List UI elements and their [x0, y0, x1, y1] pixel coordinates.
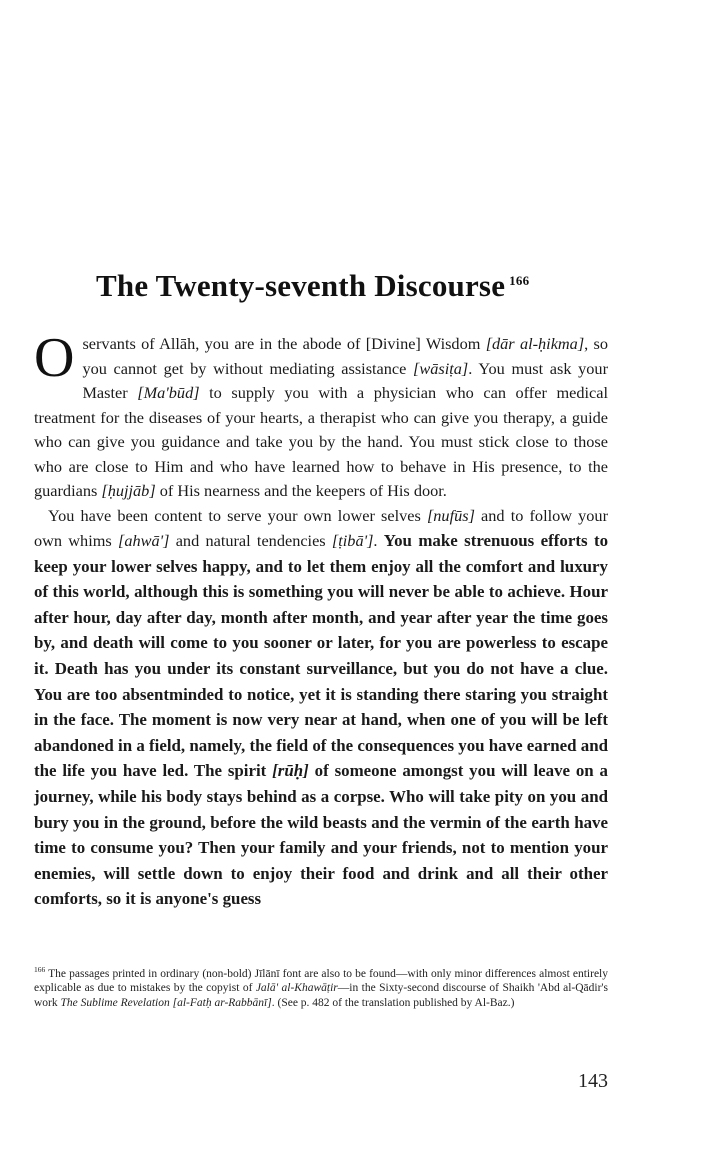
footnote-166: [34, 963, 608, 1011]
p1-term-hujjab: [ḥujjāb]: [101, 481, 156, 500]
p1-text-3: . You must ask your Master: [82, 358, 608, 402]
discourse-title-text: The Twenty-seventh Discourse: [96, 268, 506, 303]
p1-text-1: servants of Allāh, you are in the abode of [Divine] Wisdom: [82, 334, 486, 353]
p1-text-2: , so you cannot get by without mediating assistance: [82, 334, 609, 378]
p2-term-ruh: [rūḥ]: [272, 761, 309, 781]
p2-term-nufus: [nufūs]: [426, 505, 475, 525]
p2-text-1: You have been content to serve your own lower selves: [48, 505, 427, 525]
p2-text-4: .: [373, 531, 384, 550]
footnote-reference: 166: [509, 272, 530, 288]
footnote-title-jala: Jalā' al-Khawāṭir: [255, 982, 338, 995]
p2-term-tiba: [ṭibā']: [331, 531, 374, 550]
p1-term-dar-al-hikma: [dār al-ḥikma]: [485, 334, 585, 353]
p1-text-5: of His nearness and the keepers of His door.: [155, 481, 447, 500]
discourse-title: [96, 268, 529, 304]
p2-bold-text-1: You make strenuous efforts to keep your lower selves happy, and to let them enjoy all the comfort and luxury of this world, although this is something you will never be able to achieve. Hour after hour, day after day, month after month, and year after year the time goes by, and death will come to you sooner or later, for you are powerless to escape it. Death has you under its constant surveillance, but you do not have a clue. You are too absentminded to notice, yet it is standing there staring you straight in the face. The moment is now very near at hand, when one of you will be left abandoned in a field, namely, the field of the consequences you have earned and the life you have led. The spirit: [34, 531, 609, 781]
p2-text-3: and natural tendencies: [169, 531, 332, 550]
paragraph-1: [34, 327, 609, 504]
paragraph-2: [34, 504, 608, 912]
footnote-text-3: . (See p. 482 of the translation published by Al-Baz.): [271, 997, 515, 1010]
p1-term-mabud: [Ma'būd]: [137, 383, 200, 402]
footnote-title-sublime-revelation: The Sublime Revelation [al-Fatḥ ar-Rabbānī]: [60, 997, 272, 1010]
p1-text-4: to supply you with a physician who can offer medical treatment for the diseases of your hearts, a therapist who can give you therapy, a guide who can give you guidance and take you by the hand. You must stick close to those who are close to Him and who have learned how to behave in His presence, to the guardians: [34, 383, 608, 500]
footnote-number: 166: [34, 965, 46, 974]
p2-term-ahwa: [ahwā']: [118, 531, 170, 550]
page-number: 143: [578, 1070, 608, 1092]
p2-text-2: and to follow your own whims: [34, 505, 608, 550]
discourse-body: [34, 327, 609, 912]
drop-cap: O: [34, 327, 75, 389]
p1-term-wasita: [wāsiṭa]: [413, 358, 469, 378]
footnote-text-1: The passages printed in ordinary (non-bold) Jīlānī font are also to be found—with only minor differences almost entirely explicable as due to mistakes by the copyist of: [34, 967, 608, 995]
footnote-text-2: —in the Sixty-second discourse of Shaikh 'Abd al-Qādir's work: [34, 982, 608, 1010]
p2-bold-text-2: of someone amongst you will leave on a journey, while his body stays behind as a corpse. Who will take pity on you and bury you in the ground, before the wild beasts and the vermin of the earth have time to consume you? Then your family and your friends, not to mention your enemies, will settle down to enjoy their food and drink and all their other comforts, so it is anyone's guess: [34, 761, 608, 909]
